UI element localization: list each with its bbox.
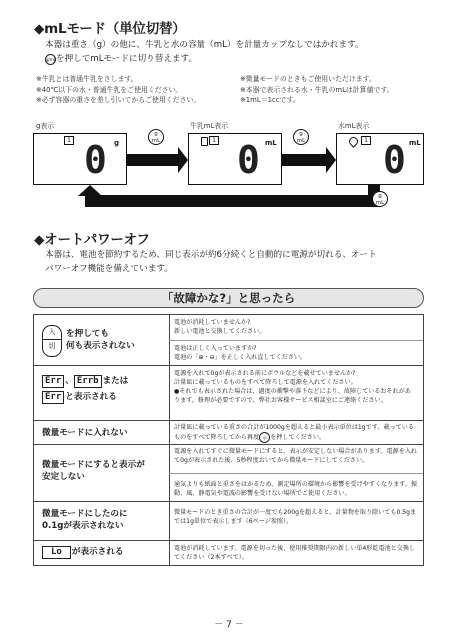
display-label-water: 水mL表示: [338, 122, 370, 130]
g-ml-button-icon: g mL: [293, 129, 309, 145]
troubleshooting-title: 「故障かな?」と思ったら: [33, 288, 424, 308]
power-button-icon: 入 切: [42, 325, 62, 357]
lcd-digit: 0: [237, 138, 260, 182]
page-number: － 7 －: [214, 620, 244, 630]
g-ml-button-icon: g mL: [148, 129, 164, 145]
check-replace-battery: 電池が消耗しています。電源を切った後、使用推奨期限内の新しい単4形乾電池と交換してください（2本すべて）。: [174, 545, 416, 561]
micro-mode-button-icon: ◎: [259, 432, 270, 443]
lcd-tag: 1: [209, 136, 219, 145]
troubleshooting-table: [33, 314, 424, 566]
check-error-cause: 電源を入れて0gが表示される前にボウルなどを載せていませんか? 計量皿に載っているものをすべて降ろして電源を入れてください。 ●それでも表示された場合は、過度の衝撃や落下などにより、故障しているおそれがあります。修理が必要ですので、弊社お客様サービス相談室にご連絡ください。: [174, 370, 411, 404]
note-calculated: ※本器で表示される水・牛乳のmLは計算値です。: [240, 85, 394, 94]
error-code-errb: Errb: [74, 375, 102, 388]
auto-power-off-text-1: 本器は、電池を節約するため、同じ表示が約6分続くと自動的に電源が切れる、オート: [45, 250, 377, 260]
error-code-lo: Lo: [42, 546, 71, 559]
symptom-lo-display: Lo が表示される: [42, 546, 123, 559]
lcd-unit: mL: [409, 139, 421, 147]
symptom-no-display: を押しても 何も表示されない: [66, 329, 135, 351]
symptom-no-0-1g: 微量モードにしたのに 0.1gが表示されない: [42, 509, 128, 531]
mode-cycle-arrows: [0, 0, 458, 240]
lcd-tag: 1: [361, 136, 371, 145]
error-code-err: Err: [42, 375, 64, 388]
symptom-unstable-display: 微量モードにすると表示が 安定しない: [42, 460, 145, 482]
check-battery-depleted: 電池が消耗していませんか? 新しい電池と交換してください。: [174, 319, 266, 335]
note-tare: ※必ず容器の重さを差し引いてからご使用ください。: [36, 96, 201, 104]
ml-mode-title: ◆mLモード（単位切替）: [34, 21, 186, 37]
ml-mode-paragraph-1: 本器は重さ（g）の他に、牛乳と水の容量（mL）を計量カップなしではかれます。: [45, 40, 364, 50]
ml-mode-paragraph-2: g/mLを押してmLモードに切り替えます。: [46, 54, 198, 64]
note-temperature: ※40℃以下の水・普通牛乳をご使用ください。: [36, 85, 183, 94]
lcd-tag: 1: [64, 136, 74, 145]
check-environment: 通気よりも紙面と重さをはかるため、測定場所の環境から影響を受けやすくなります。振動、風、静電気や電波の影響を受けない場所でご使用ください。: [174, 481, 418, 497]
display-label-milk: 牛乳mL表示: [190, 122, 229, 130]
lcd-unit: g: [114, 139, 120, 147]
lcd-unit: mL: [265, 139, 277, 147]
auto-power-off-title: ◆オートパワーオフ: [34, 232, 150, 248]
lcd-digit: 0: [84, 138, 107, 182]
check-weight-limit: 計量皿に載っている重さの合計が1000gを超えると最小表示単位は1gです。載っているものをすべて降ろしてから再度 ◎ を押してください。: [174, 424, 414, 441]
note-ml-cc: ※1mL＝1ccです。: [240, 96, 300, 104]
symptom-micro-mode-unavailable: 微量モードに入れない: [42, 428, 128, 438]
note-milk: ※牛乳とは普通牛乳をさします。: [36, 75, 138, 83]
auto-power-off-text-2: パワーオフ機能を備えています。: [45, 264, 173, 274]
symptom-error-display: Err 、 Errb または Err と表示される: [42, 375, 128, 404]
check-battery-orientation: 電池は正しく入っていますか? 電池の「⊕・⊖」を正しく入れ直してください。: [174, 345, 307, 361]
g-ml-button-icon: g/mL: [45, 54, 56, 65]
check-over-200g: 微量モードのとき重さの合計が一度でも200gを超えると、計量物を取り除いても0.5gまでは1g単位で表示します（6ページ参照）。: [174, 509, 417, 525]
check-wait-after-power-on: 電源を入れてすぐに微量モードにすると、表示が安定しない場合があります。電源を入れて0gが表示された後、5秒程度おいてから微量モードにしてください。: [174, 448, 418, 464]
display-label-g: g表示: [36, 122, 55, 130]
g-ml-button-icon: g mL: [372, 191, 388, 207]
lcd-digit: 0: [383, 138, 406, 182]
note-micro-mode: ※微量モードのときもご使用いただけます。: [240, 75, 376, 83]
error-code-err-2: Err: [42, 391, 64, 404]
